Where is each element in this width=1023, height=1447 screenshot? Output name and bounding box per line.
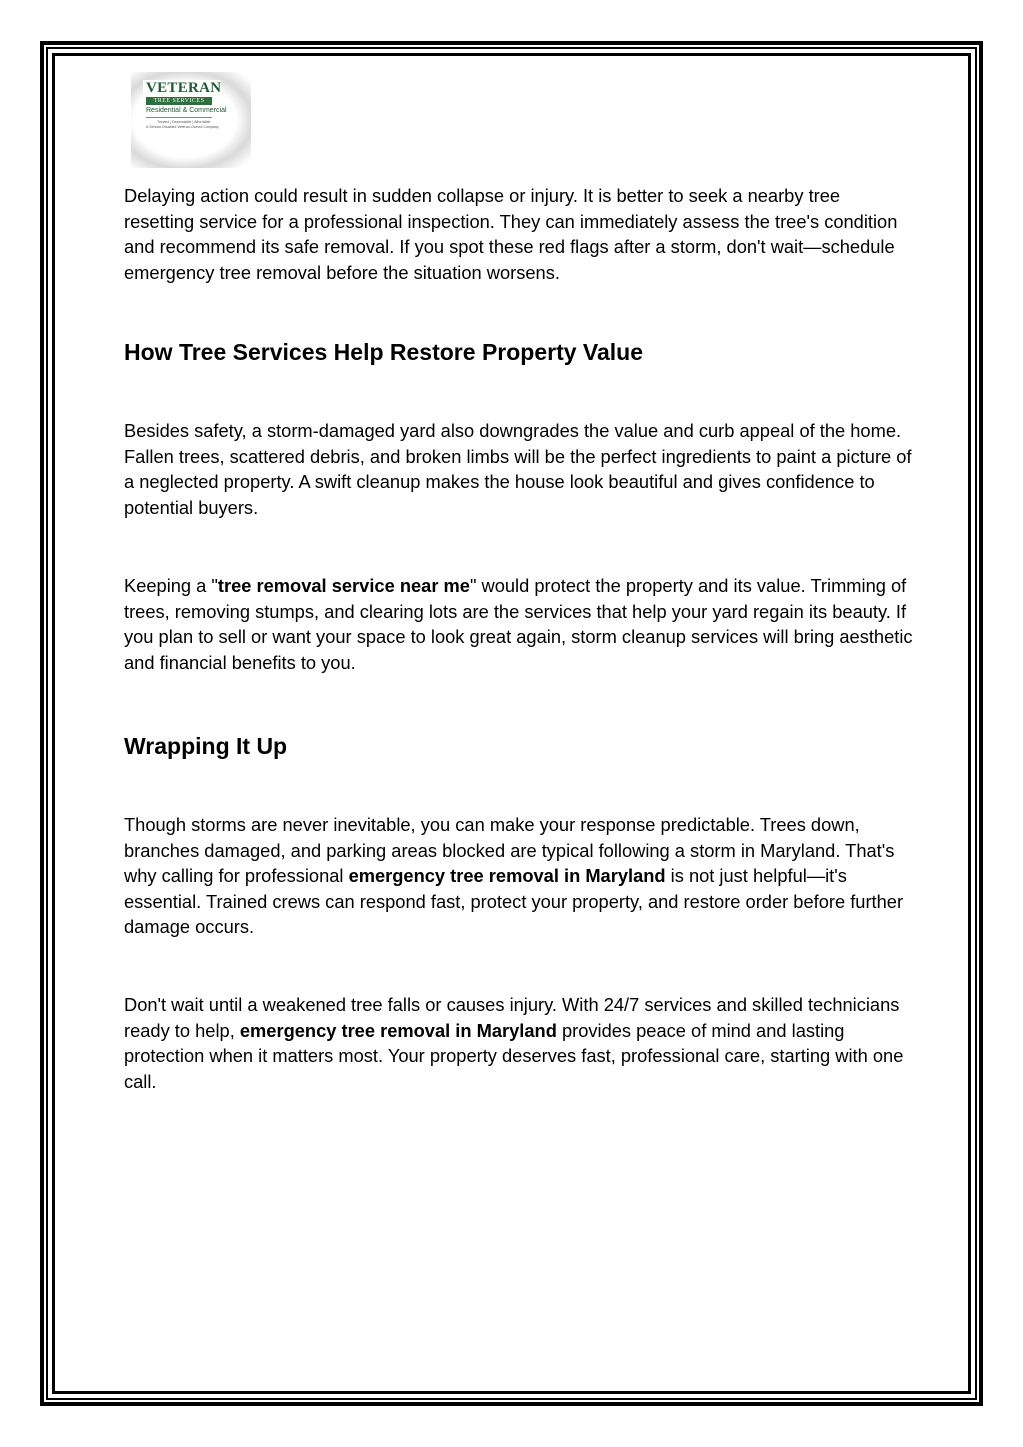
logo-band: TREE SERVICES — [146, 97, 212, 105]
company-logo — [131, 72, 251, 168]
text-segment: is not just helpful—it's essential. Trained crews can respond fast, protect your property, and restore order before further damage occurs. — [124, 865, 904, 938]
logo-title: VETERAN — [146, 80, 222, 96]
logo-subtitle: Residential & Commercial — [146, 107, 227, 114]
text-segment: provides peace of mind and lasting protection when it matters most. Your property deserves fast, professional care, starting with one call. — [124, 1019, 904, 1092]
logo-divider — [146, 117, 212, 118]
bold-keyword: tree removal service near me — [217, 575, 470, 596]
paragraph-keeping-service — [124, 573, 914, 675]
logo-badge — [143, 80, 227, 138]
text-segment: " would protect the property and its value. Trimming of trees, removing stumps, and clearing lots are the services that help your yard regain its beauty. If you plan to sell or want your space to look great again, storm cleanup services will bring aesthetic and financial benefits to you. — [124, 575, 913, 673]
paragraph-storms-inevitable — [124, 812, 914, 940]
paragraph-besides-safety: Besides safety, a storm-damaged yard also downgrades the value and curb appeal of the home. Fallen trees, scattered debris, and broken limbs will be the perfect ingredients to paint a picture of a neglected property. A swift cleanup makes the house look beautiful and gives confidence to potential buyers. — [124, 420, 912, 518]
paragraph-dont-wait — [124, 992, 914, 1094]
text-segment: Don't wait until a weakened tree falls or causes injury. With 24/7 services and skilled technicians ready to help, — [124, 994, 900, 1041]
bold-keyword: emergency tree removal in Maryland — [239, 1019, 557, 1041]
bold-keyword: emergency tree removal in Maryland — [348, 865, 666, 887]
text-segment: Keeping a " — [124, 575, 218, 596]
heading-wrapping-it-up: Wrapping It Up — [124, 733, 288, 759]
logo-tagline: Trusted | Dependable | Affordable — [157, 120, 211, 124]
text-segment: Though storms are never inevitable, you can make your response predictable. Trees down, branches damaged, and parking areas blocked are typical following a storm in Maryland. That's why calling for professional — [124, 814, 895, 887]
logo-ownership-line: A Service-Disabled Veteran-Owned Company — [146, 125, 219, 129]
paragraph-delaying-action: Delaying action could result in sudden collapse or injury. It is better to seek a nearby tree resetting service for a professional inspection. They can immediately assess the tree's condition and recommend its safe removal. If you spot these red flags after a storm, don't wait—schedule emergency tree removal before the situation worsens. — [124, 185, 898, 283]
heading-restore-property-value: How Tree Services Help Restore Property Value — [124, 339, 644, 365]
